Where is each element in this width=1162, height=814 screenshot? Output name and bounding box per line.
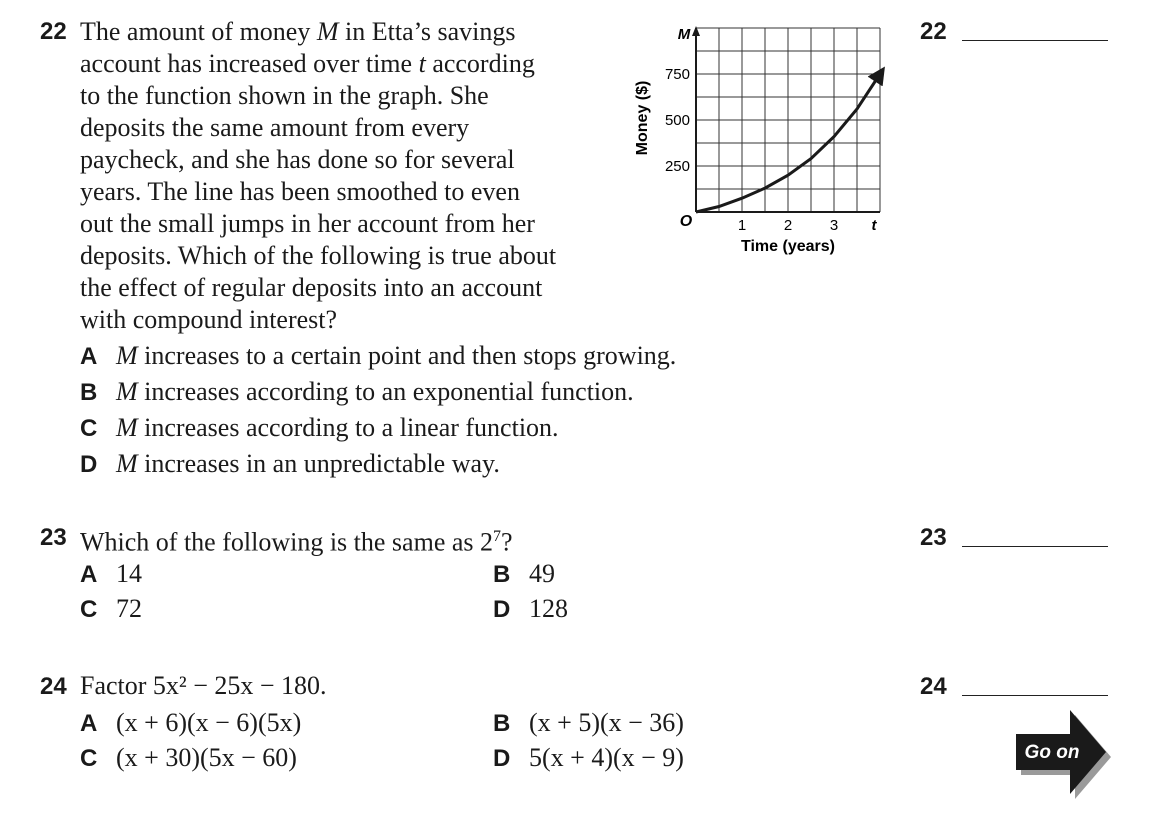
q24-option-c[interactable] bbox=[80, 740, 297, 776]
option-text: (x + 6)(x − 6)(5x) bbox=[116, 708, 302, 737]
answer-blank-23[interactable] bbox=[962, 546, 1108, 547]
option-text: (x + 30)(5x − 60) bbox=[116, 743, 297, 772]
question-22-options bbox=[80, 338, 676, 482]
option-letter: C bbox=[80, 596, 98, 623]
q22-option-c[interactable] bbox=[80, 410, 676, 446]
x-tick-label: 1 bbox=[737, 217, 747, 234]
q22-option-d[interactable] bbox=[80, 446, 676, 482]
answer-blank-22[interactable] bbox=[962, 40, 1108, 41]
question-22-stem-line: years. The line has been smoothed to even bbox=[80, 177, 520, 206]
question-24-stem: Factor 5x² − 25x − 180. bbox=[80, 671, 327, 700]
question-22-number: 22 bbox=[40, 18, 67, 45]
x-axis-label: Time (years) bbox=[741, 238, 835, 255]
option-text: (x + 5)(x − 36) bbox=[529, 708, 684, 737]
option-letter: B bbox=[493, 710, 511, 737]
q24-option-a[interactable] bbox=[80, 705, 301, 741]
money-time-graph bbox=[626, 18, 896, 268]
question-22-stem-line: deposits the same amount from every bbox=[80, 113, 470, 142]
option-text: 72 bbox=[116, 594, 142, 623]
q24-option-d[interactable] bbox=[493, 740, 684, 776]
answer-number-24: 24 bbox=[920, 673, 947, 700]
option-letter: D bbox=[80, 451, 98, 478]
y-axis-var: M bbox=[677, 26, 691, 43]
option-variable: M bbox=[116, 341, 138, 370]
go-on-label: Go on bbox=[1024, 742, 1080, 763]
option-text: increases according to a linear function. bbox=[137, 413, 559, 442]
question-24-number: 24 bbox=[40, 673, 67, 700]
question-22-stem-line: to the function shown in the graph. She bbox=[80, 81, 489, 110]
option-letter: C bbox=[80, 745, 98, 772]
option-variable: M bbox=[116, 377, 138, 406]
option-text: increases in an unpredictable way. bbox=[137, 449, 500, 478]
option-variable: M bbox=[116, 413, 138, 442]
question-23-stem-text: Which of the following is the same as 2 bbox=[80, 527, 494, 557]
q22-option-b[interactable] bbox=[80, 374, 676, 410]
question-23-number: 23 bbox=[40, 524, 67, 551]
q24-option-b[interactable] bbox=[493, 705, 684, 741]
x-tick-label: 3 bbox=[829, 217, 839, 234]
x-tick-label: 2 bbox=[783, 217, 793, 234]
question-22-stem-line: The amount of money M in Etta’s savings bbox=[80, 17, 516, 46]
option-letter: B bbox=[80, 379, 98, 406]
q23-option-b[interactable] bbox=[493, 556, 555, 592]
option-letter: A bbox=[80, 710, 98, 737]
answer-blank-24[interactable] bbox=[962, 695, 1108, 696]
answer-number-23: 23 bbox=[920, 524, 947, 551]
go-on-arrow-icon[interactable] bbox=[1008, 704, 1114, 804]
option-letter: D bbox=[493, 596, 511, 623]
question-22-stem-line: deposits. Which of the following is true about bbox=[80, 241, 557, 270]
option-text: 128 bbox=[529, 594, 568, 623]
y-tick-label: 500 bbox=[664, 112, 690, 129]
q23-option-a[interactable] bbox=[80, 556, 142, 592]
x-axis-var: t bbox=[871, 217, 877, 234]
question-22-stem-line: paycheck, and she has done so for several bbox=[80, 145, 515, 174]
option-letter: D bbox=[493, 745, 511, 772]
origin-label: O bbox=[679, 213, 693, 230]
answer-number-22: 22 bbox=[920, 18, 947, 45]
option-letter: B bbox=[493, 561, 511, 588]
q23-option-c[interactable] bbox=[80, 591, 142, 627]
option-variable: M bbox=[116, 449, 138, 478]
graph-grid bbox=[696, 28, 880, 212]
y-tick-label: 750 bbox=[664, 66, 690, 83]
question-23-exponent: 7 bbox=[493, 528, 502, 545]
question-23-stem bbox=[80, 521, 513, 559]
option-text: 14 bbox=[116, 559, 142, 588]
question-22-stem bbox=[80, 16, 556, 336]
option-text: 49 bbox=[529, 559, 555, 588]
question-22-stem-line: account has increased over time t according bbox=[80, 49, 535, 78]
option-text: 5(x + 4)(x − 9) bbox=[529, 743, 684, 772]
y-axis-label: Money ($) bbox=[634, 80, 651, 156]
y-tick-label: 250 bbox=[664, 158, 690, 175]
question-23-stem-suffix: ? bbox=[501, 527, 513, 557]
question-22-stem-line: out the small jumps in her account from her bbox=[80, 209, 535, 238]
question-22-stem-line: the effect of regular deposits into an account bbox=[80, 273, 543, 302]
q22-option-a[interactable] bbox=[80, 338, 676, 374]
option-text: increases according to an exponential function. bbox=[137, 377, 634, 406]
question-22-stem-line: with compound interest? bbox=[80, 305, 338, 334]
option-letter: A bbox=[80, 561, 98, 588]
option-letter: C bbox=[80, 415, 98, 442]
option-letter: A bbox=[80, 343, 98, 370]
q23-option-d[interactable] bbox=[493, 591, 568, 627]
option-text: increases to a certain point and then stops growing. bbox=[137, 341, 677, 370]
